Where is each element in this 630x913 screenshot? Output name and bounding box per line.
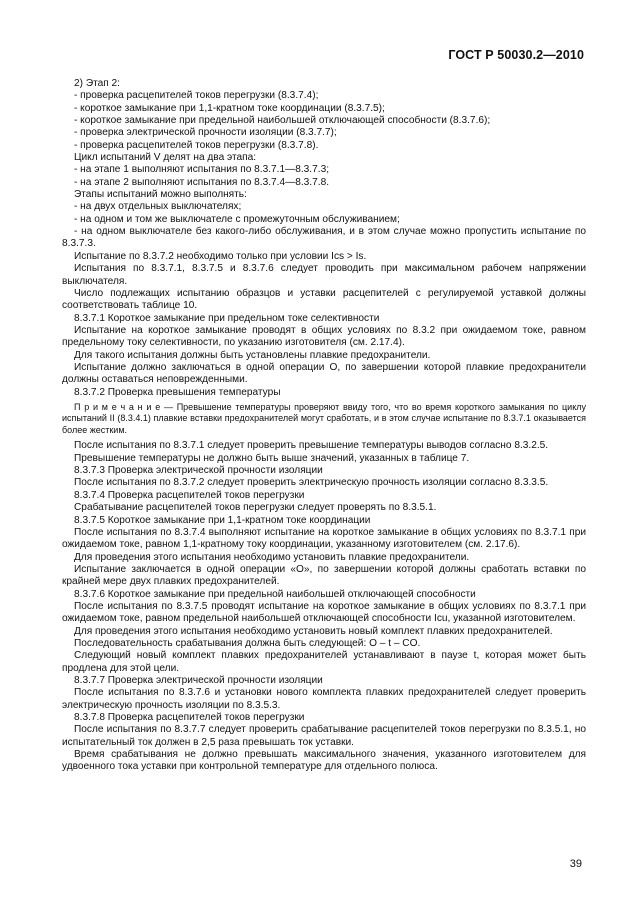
- body-paragraph: Следующий новый комплект плавких предохранителей устанавливают в паузе t, которая может быть продлена для этой цели.: [62, 650, 586, 674]
- body-paragraph: 8.3.7.3 Проверка электрической прочности изоляции: [74, 465, 323, 477]
- body-paragraph: Испытание на короткое замыкание проводят в общих условиях по 8.3.2 при ожидаемом токе, равном предельному току селективности, по указанию изготовителя (см. 2.17.4).: [62, 324, 586, 349]
- body-paragraph: 8.3.7.6 Короткое замыкание при предельной наибольшей отключающей способности: [74, 588, 476, 600]
- body-paragraph: Превышение температуры не должно быть выше значений, указанных в таблице 7.: [74, 452, 470, 464]
- body-paragraph: После испытания по 8.3.7.7 следует проверить срабатывание расцепителей токов перегрузки по 8.3.5.1, но испытательный ток должен в 2,5 раза превышать ток уставки.: [62, 724, 586, 748]
- body-paragraph: Число подлежащих испытанию образцов и уставки расцепителей с регулируемой уставкой должны соответствовать таблице 10.: [62, 287, 586, 312]
- document-body: [62, 78, 586, 774]
- body-paragraph: 2) Этап 2:: [74, 78, 120, 89]
- body-paragraph: После испытания по 8.3.7.5 проводят испытание на короткое замыкание в общих условиях по 8.3.7.1 при ожидаемом токе, равном предельной наибольшей отключающей способности Icu, указанной изготовителем.: [62, 600, 586, 625]
- body-paragraph: - короткое замыкание при предельной наибольшей отключающей способности (8.3.7.6);: [74, 115, 491, 127]
- body-paragraph: Для проведения этого испытания необходимо установить новый комплект плавких предохранителей.: [74, 625, 553, 637]
- body-paragraph: Для такого испытания должны быть установлены плавкие предохранители.: [74, 349, 431, 361]
- body-paragraph: - на этапе 2 выполняют испытания по 8.3.7.4—8.3.7.8.: [74, 176, 330, 188]
- body-paragraph: 8.3.7.5 Короткое замыкание при 1,1-кратном токе координации: [74, 514, 371, 526]
- body-paragraph: Испытание должно заключаться в одной операции О, по завершении которой плавкие предохранители должны оставаться неповрежденными.: [62, 361, 586, 386]
- body-paragraph: После испытания по 8.3.7.4 выполняют испытание на короткое замыкание в общих условиях по 8.3.7.1 при ожидаемом токе, равном 1,1-кратному току координации, указанному изготовителем (см. 2.17.6).: [62, 526, 586, 551]
- body-paragraph: Цикл испытаний V делят на два этапа:: [74, 152, 257, 164]
- body-paragraph: Для проведения этого испытания необходимо установить плавкие предохранители.: [74, 551, 470, 563]
- body-paragraph: - на одном выключателе без какого-либо обслуживания, и в этом случае можно пропустить испытание по 8.3.7.3.: [62, 226, 586, 250]
- body-paragraph: Срабатывание расцепителей токов перегрузки следует проверять по 8.3.5.1.: [74, 502, 437, 514]
- body-paragraph: - проверка расцепителей токов перегрузки (8.3.7.8).: [74, 139, 319, 151]
- body-paragraph: 8.3.7.1 Короткое замыкание при предельном токе селективности: [74, 312, 380, 324]
- body-paragraph: Время срабатывания не должно превышать максимального значения, указанного изготовителем для удвоенного тока уставки при контрольной температуре для отдельного полюса.: [62, 749, 586, 773]
- body-paragraph: 8.3.7.2 Проверка превышения температуры: [74, 386, 281, 398]
- body-paragraph: - проверка расцепителей токов перегрузки (8.3.7.4);: [74, 90, 319, 102]
- body-paragraph: После испытания по 8.3.7.2 следует проверить электрическую прочность изоляции согласно 8.3.3.5.: [74, 477, 549, 489]
- body-paragraph: Этапы испытаний можно выполнять:: [74, 189, 247, 201]
- body-paragraph: 8.3.7.7 Проверка электрической прочности изоляции: [74, 674, 323, 686]
- body-paragraph: - на этапе 1 выполняют испытания по 8.3.7.1—8.3.7.3;: [74, 164, 330, 176]
- page-number: 39: [569, 858, 582, 870]
- document-code-header: ГОСТ Р 50030.2—2010: [448, 48, 584, 62]
- body-paragraph: Последовательность срабатывания должна быть следующей: О – t – CO.: [74, 637, 421, 649]
- body-paragraph: 8.3.7.4 Проверка расцепителей токов перегрузки: [74, 489, 305, 501]
- body-paragraph: - проверка электрической прочности изоляции (8.3.7.7);: [74, 127, 337, 139]
- body-paragraph: Испытание по 8.3.7.2 необходимо только при условии Ics > Is.: [74, 250, 367, 262]
- body-paragraph: - на двух отдельных выключателях;: [74, 201, 242, 213]
- body-paragraph: - на одном и том же выключателе с промежуточным обслуживанием;: [74, 213, 400, 225]
- body-paragraph: - короткое замыкание при 1,1-кратном токе координации (8.3.7.5);: [74, 102, 385, 114]
- body-paragraph: 8.3.7.8 Проверка расцепителей токов перегрузки: [74, 712, 305, 723]
- body-paragraph: После испытания по 8.3.7.6 и установки нового комплекта плавких предохранителей следует проверить электрическую прочность изоляции по 8.3.5.3.: [62, 687, 586, 711]
- note-paragraph: П р и м е ч а н и е — Превышение температуры проверяют ввиду того, что во время короткого замыкания по циклу испытаний II (8.3.4.1) плавкие вставки предохранителей могут сработать, и в этом случае испытание по 8.3.7.1 оказывается более жестким.: [62, 401, 586, 435]
- body-paragraph: После испытания по 8.3.7.1 следует проверить превышение температуры выводов согласно 8.3.2.5.: [74, 440, 549, 452]
- body-paragraph: Испытание заключается в одной операции «О», по завершении которой должны сработать вставки по крайней мере двух плавких предохранителей.: [62, 563, 586, 588]
- body-paragraph: Испытания по 8.3.7.1, 8.3.7.5 и 8.3.7.6 следует проводить при максимальном рабочем напряжении выключателя.: [62, 263, 586, 287]
